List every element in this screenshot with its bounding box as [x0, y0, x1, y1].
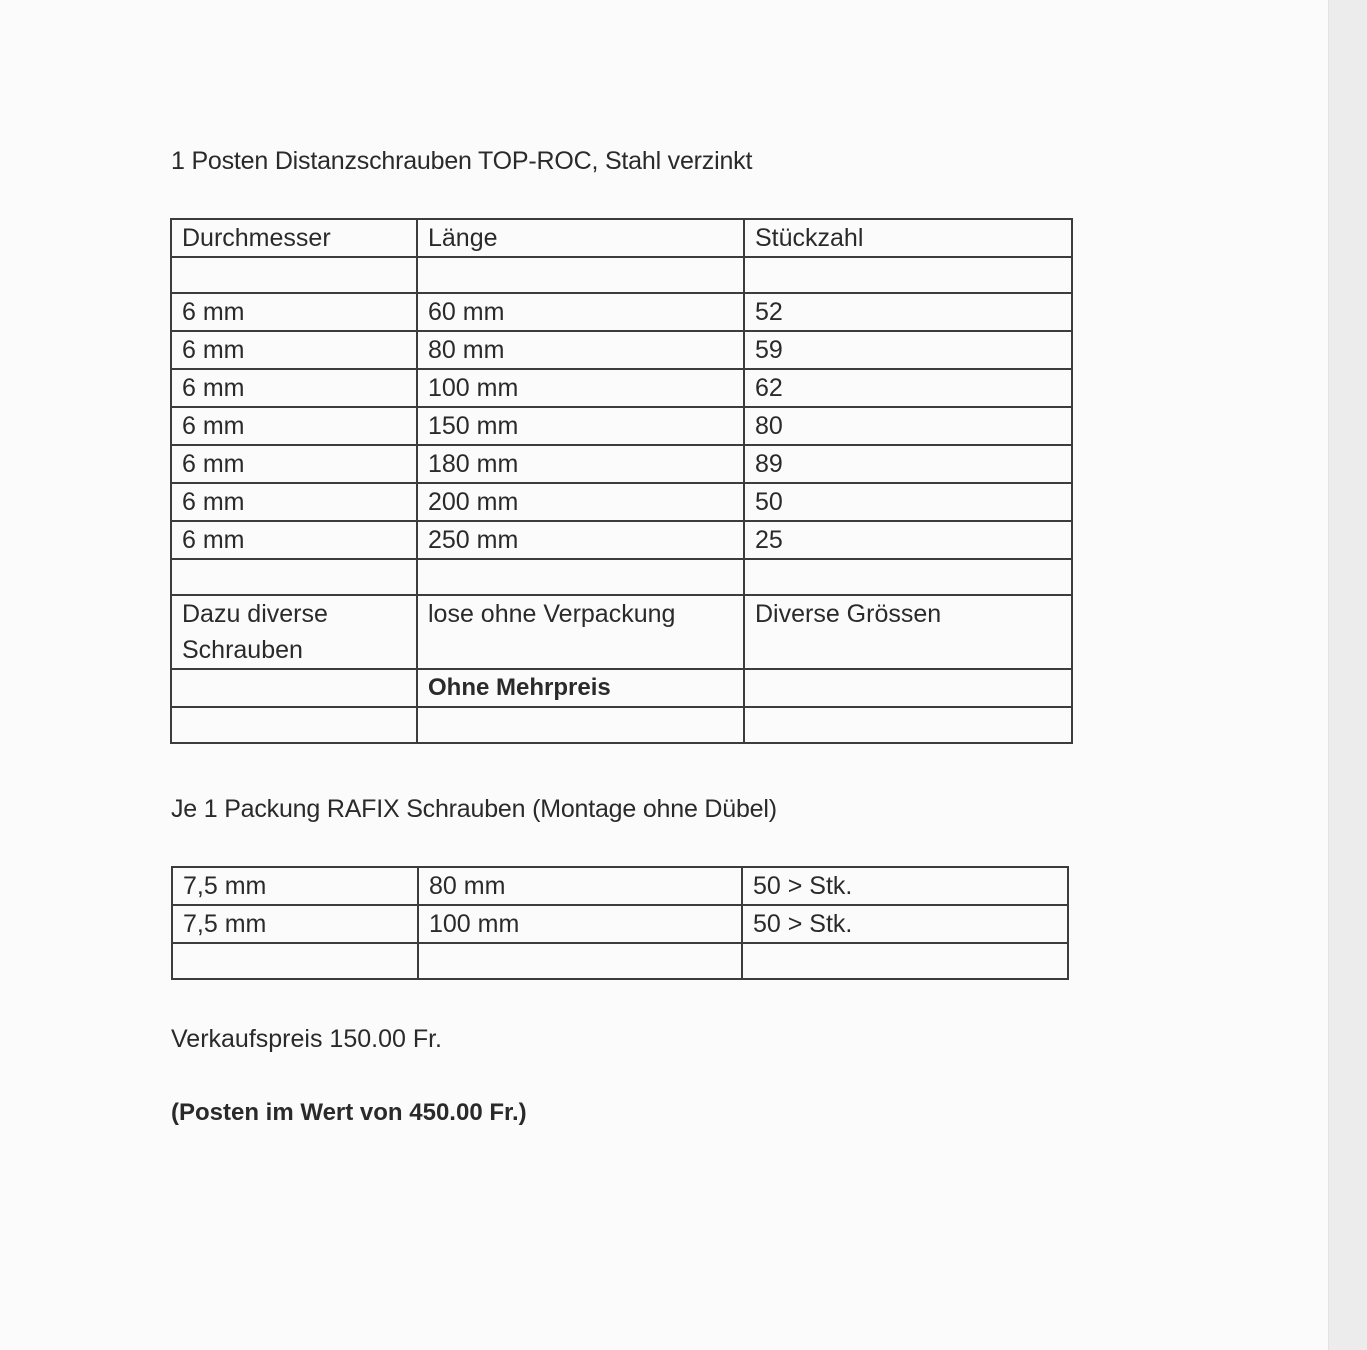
column-header-laenge: Länge: [417, 219, 744, 257]
empty-row: [171, 257, 1072, 293]
cell-stueckzahl: 89: [744, 445, 1072, 483]
cell-durchmesser: 6 mm: [171, 407, 417, 445]
table-row: [171, 331, 1072, 369]
cell-durchmesser: 6 mm: [171, 293, 417, 331]
cell-durchmesser: 7,5 mm: [172, 867, 418, 905]
cell-stueckzahl: 50 > Stk.: [742, 905, 1068, 943]
column-header-stueckzahl: Stückzahl: [744, 219, 1072, 257]
rafix-table: [171, 866, 1069, 980]
cell-laenge: 60 mm: [417, 293, 744, 331]
empty-cell: [417, 707, 744, 743]
empty-cell: [742, 943, 1068, 979]
cell-laenge: 100 mm: [417, 369, 744, 407]
cell-stueckzahl: 50 > Stk.: [742, 867, 1068, 905]
cell-stueckzahl: 25: [744, 521, 1072, 559]
cell-laenge: 150 mm: [417, 407, 744, 445]
empty-row: [172, 943, 1068, 979]
section1-heading: 1 Posten Distanzschrauben TOP-ROC, Stahl verzinkt: [171, 147, 753, 175]
empty-cell: [417, 257, 744, 293]
empty-cell: [744, 707, 1072, 743]
cell-stueckzahl: 52: [744, 293, 1072, 331]
cell-stueckzahl: 80: [744, 407, 1072, 445]
empty-cell: [417, 559, 744, 595]
cell-durchmesser: 6 mm: [171, 483, 417, 521]
table-row: [171, 483, 1072, 521]
column-header-durchmesser: Durchmesser: [171, 219, 417, 257]
table-row: [171, 293, 1072, 331]
value-note: (Posten im Wert von 450.00 Fr.): [171, 1099, 527, 1126]
empty-cell: [418, 943, 742, 979]
empty-row: [171, 559, 1072, 595]
empty-cell: [744, 559, 1072, 595]
cell-stueckzahl: 59: [744, 331, 1072, 369]
extra-cell-description: Dazu diverse Schrauben: [171, 595, 417, 669]
empty-cell: [744, 669, 1072, 707]
empty-row: [171, 707, 1072, 743]
table-row: [172, 867, 1068, 905]
cell-laenge: 80 mm: [418, 867, 742, 905]
sale-price: Verkaufspreis 150.00 Fr.: [171, 1025, 442, 1053]
cell-laenge: 180 mm: [417, 445, 744, 483]
cell-laenge: 250 mm: [417, 521, 744, 559]
empty-cell: [171, 559, 417, 595]
table-row: [171, 407, 1072, 445]
cell-laenge: 100 mm: [418, 905, 742, 943]
cell-durchmesser: 6 mm: [171, 445, 417, 483]
table-row: [172, 905, 1068, 943]
cell-laenge: 200 mm: [417, 483, 744, 521]
table-header-row: [171, 219, 1072, 257]
empty-cell: [744, 257, 1072, 293]
empty-cell: [171, 257, 417, 293]
extra-row: [171, 595, 1072, 669]
distanzschrauben-table: [170, 218, 1073, 744]
cell-durchmesser: 6 mm: [171, 331, 417, 369]
cell-laenge: 80 mm: [417, 331, 744, 369]
cell-stueckzahl: 62: [744, 369, 1072, 407]
section2-heading: Je 1 Packung RAFIX Schrauben (Montage ohne Dübel): [171, 795, 777, 823]
cell-durchmesser: 6 mm: [171, 521, 417, 559]
extra-cell-sizes: Diverse Grössen: [744, 595, 1072, 669]
cell-durchmesser: 7,5 mm: [172, 905, 418, 943]
table-row: [171, 521, 1072, 559]
page-edge: [1328, 0, 1367, 1350]
empty-cell: [171, 707, 417, 743]
cell-durchmesser: 6 mm: [171, 369, 417, 407]
cell-stueckzahl: 50: [744, 483, 1072, 521]
extra-cell-packaging: lose ohne Verpackung: [417, 595, 744, 669]
empty-cell: [171, 669, 417, 707]
table-row: [171, 369, 1072, 407]
note-row: [171, 669, 1072, 707]
note-cell: Ohne Mehrpreis: [417, 669, 744, 707]
table-row: [171, 445, 1072, 483]
empty-cell: [172, 943, 418, 979]
